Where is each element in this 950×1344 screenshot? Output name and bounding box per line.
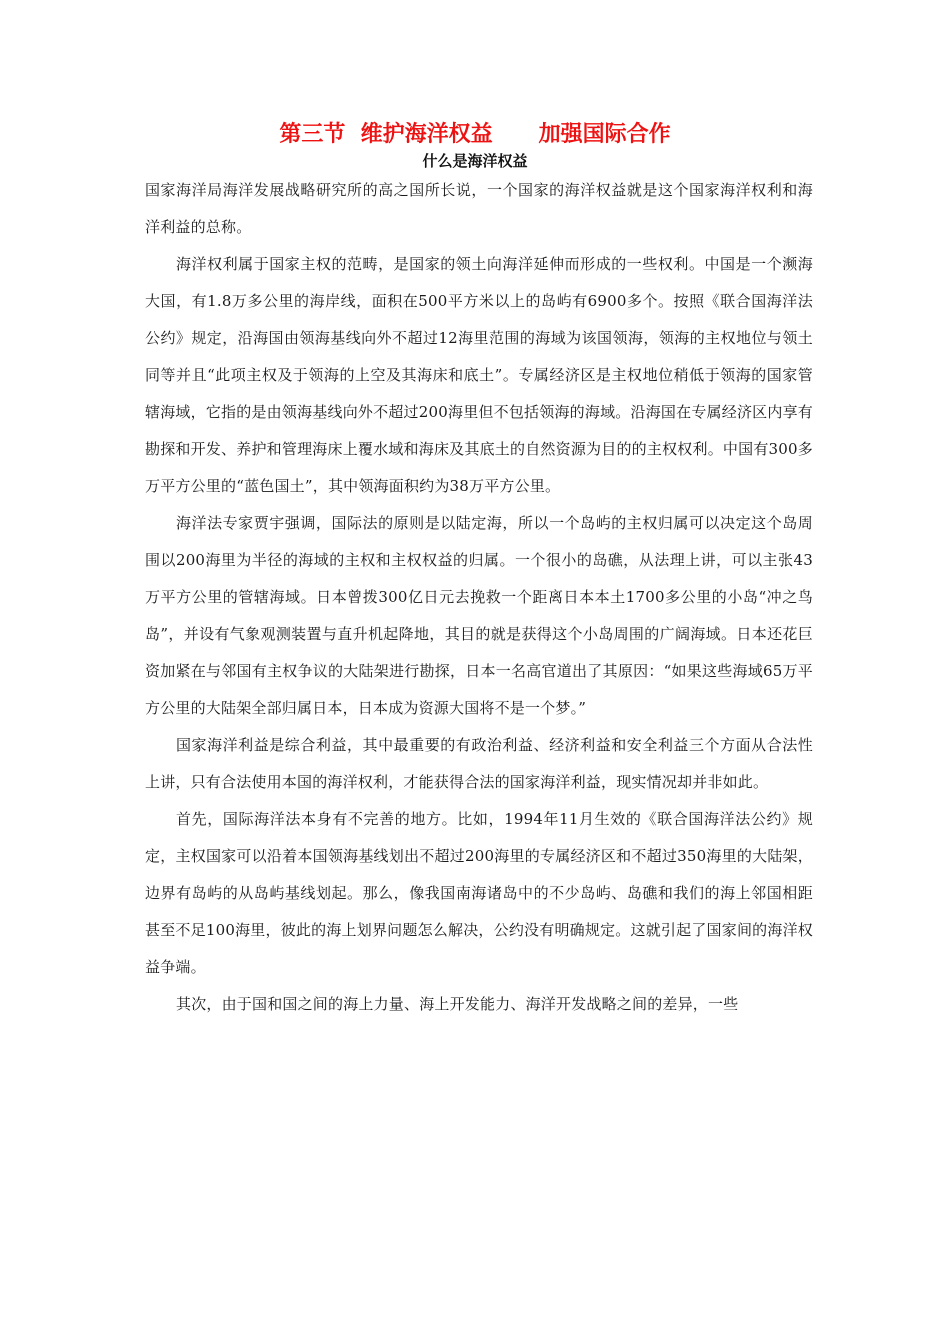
- paragraph-second-reason: 其次，由于国和国之间的海上力量、海上开发能力、海洋开发战略之间的差异，一些: [176, 995, 739, 1013]
- page-title: 第三节 维护海洋权益 加强国际合作: [279, 122, 671, 147]
- paragraph-national-interests: 国家海洋利益是综合利益，其中最重要的有政治利益、经济利益和安全利益三个方面从合法性上讲，只有合法使用本国的海洋权利，才能获得合法的国家海洋利益，现实情况却并非如此。: [145, 736, 813, 791]
- paragraph-island-sovereignty: 海洋法专家贾宇强调，国际法的原则是以陆定海，所以一个岛屿的主权归属可以决定这个岛周围以200海里为半径的海域的主权和主权权益的归属。一个很小的岛礁，从法理上讲，可以主张43万平方公里的管辖海域。日本曾拨300亿日元去挽救一个距离日本本土1700多公里的小岛“冲之鸟岛”，并设有气象观测装置与直升机起降地，其目的就是获得这个小岛周围的广阔海域。日本还花巨资加紧在与邻国有主权争议的大陆架进行勘探，日本一名高官道出了其原因：“如果这些海域65万平方公里的大陆架全部归属日本，日本成为资源大国将不是一个梦。”: [145, 514, 813, 717]
- paragraph-maritime-rights: 海洋权利属于国家主权的范畴，是国家的领土向海洋延伸而形成的一些权利。中国是一个濒海大国，有1.8万多公里的海岸线，面积在500平方米以上的岛屿有6900多个。按照《联合国海洋法公约》规定，沿海国由领海基线向外不超过12海里范围的海域为该国领海，领海的主权地位与领土同等并且“此项主权及于领海的上空及其海床和底土”。专属经济区是主权地位稍低于领海的国家管辖海域，它指的是由领海基线向外不超过200海里但不包括领海的海域。沿海国在专属经济区内享有勘探和开发、养护和管理海床上覆水域和海床及其底土的自然资源为目的的主权权利。中国有300多万平方公里的“蓝色国土”，其中领海面积约为38万平方公里。: [145, 255, 813, 495]
- paragraph-intro: 国家海洋局海洋发展战略研究所的高之国所长说，一个国家的海洋权益就是这个国家海洋权利和海洋利益的总称。: [145, 181, 813, 236]
- document-body: [145, 172, 813, 1023]
- section-subtitle: 什么是海洋权益: [422, 152, 528, 170]
- paragraph-first-reason: 首先，国际海洋法本身有不完善的地方。比如，1994年11月生效的《联合国海洋法公约》规定，主权国家可以沿着本国领海基线划出不超过200海里的专属经济区和不超过350海里的大陆架，边界有岛屿的从岛屿基线划起。那么，像我国南海诸岛中的不少岛屿、岛礁和我们的海上邻国相距甚至不足100海里，彼此的海上划界问题怎么解决，公约没有明确规定。这就引起了国家间的海洋权益争端。: [145, 810, 813, 976]
